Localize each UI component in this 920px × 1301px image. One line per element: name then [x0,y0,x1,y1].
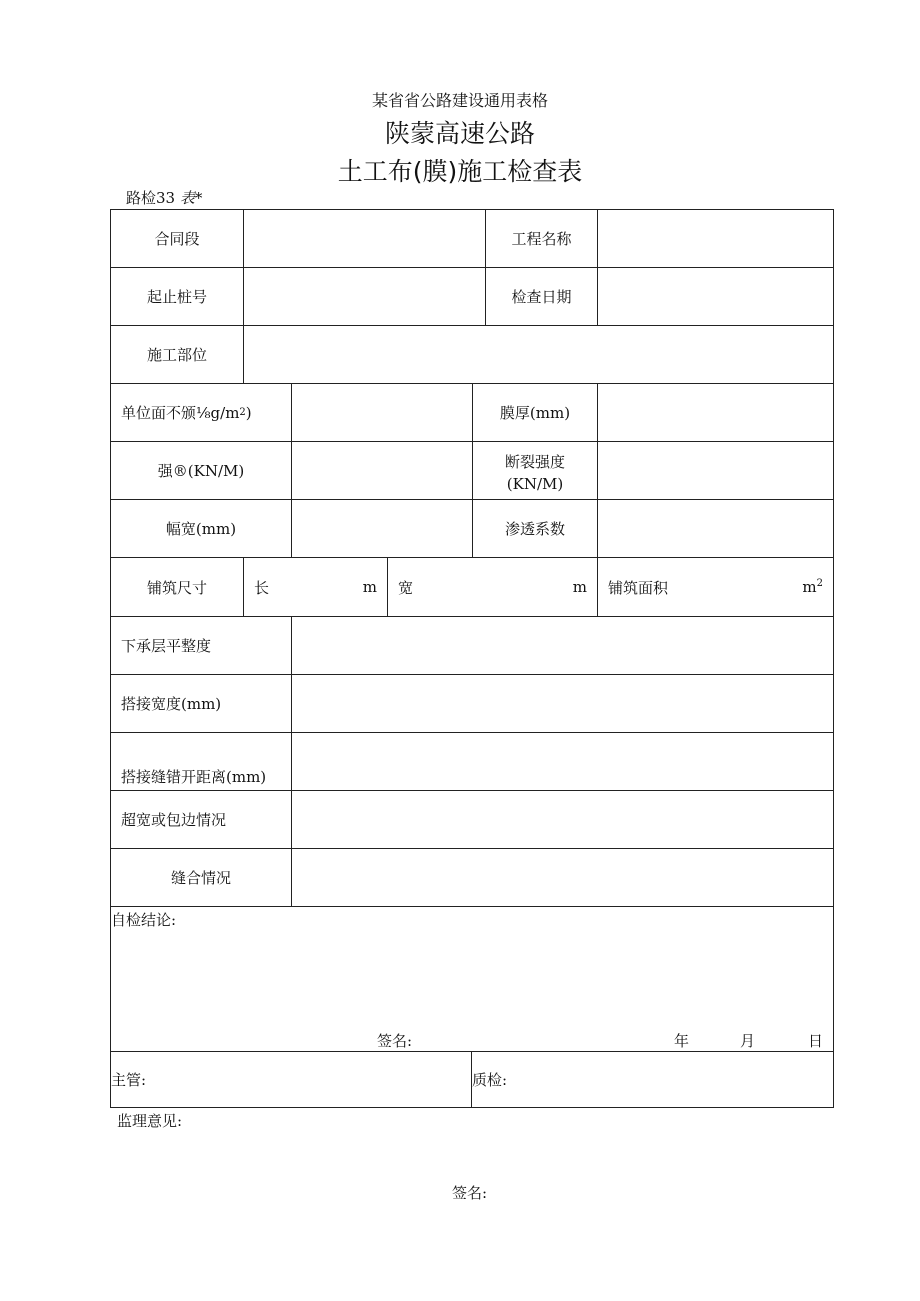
check-date-input[interactable] [597,267,834,326]
unit-area-mass-input[interactable] [291,383,473,442]
paving-area-unit: $m^2$ [802,578,823,596]
project-title: 陕蒙高速公路 [384,119,535,148]
contract-label: 合同段 [110,209,244,268]
qc-label: 质检: [472,1071,508,1089]
edge-wrap-label: 超宽或包边情况 [110,790,292,849]
flatness-input[interactable] [291,616,834,675]
project-name-input[interactable] [597,209,834,268]
qc-field[interactable] [471,1051,834,1108]
overlap-width-input[interactable] [291,674,834,733]
construction-part-input[interactable] [243,325,834,384]
length-unit: m [362,578,377,596]
seam-offset-input[interactable] [291,732,834,791]
supervisor-field[interactable] [110,1051,472,1108]
seam-status-input[interactable] [291,848,834,907]
break-strength-input[interactable] [597,441,834,500]
unit-area-mass-label: 单位面不颁⅛g/m 2 ) [110,383,292,442]
length-label: 长 [254,578,270,597]
year-label: 年 [674,1032,690,1050]
strength-label: 强®(KN/M) [110,441,292,500]
length-input[interactable] [243,557,388,617]
inspection-table [110,209,834,1107]
flatness-label: 下承层平整度 [110,616,292,675]
width-input[interactable] [291,499,473,558]
paving-area-label: 铺筑面积 [608,578,669,597]
month-label: 月 [740,1032,756,1050]
form-code: 路检33 表* [126,189,203,207]
permeability-input[interactable] [597,499,834,558]
self-check-label: 自检结论: [111,911,177,929]
day-label: 日 [808,1032,824,1050]
station-input[interactable] [243,267,486,326]
project-name-label: 工程名称 [485,209,598,268]
self-check-section[interactable] [110,906,834,1052]
supervisor-label: 主管: [111,1071,147,1089]
paving-area-input[interactable] [597,557,834,617]
form-supertitle: 某省省公路建设通用表格 [371,91,548,110]
supervision-sign-label: 签名: [452,1184,488,1202]
breadth-input[interactable] [387,557,598,617]
breadth-label: 宽 [398,578,414,597]
thickness-label: 膜厚(mm) [472,383,598,442]
station-label: 起止桩号 [110,267,244,326]
permeability-label: 渗透系数 [472,499,598,558]
seam-offset-label: 搭接缝错开距离(mm) [110,732,292,791]
seam-status-label: 缝合情况 [110,848,292,907]
thickness-input[interactable] [597,383,834,442]
check-date-label: 检查日期 [485,267,598,326]
contract-input[interactable] [243,209,486,268]
form-title: 土工布(膜)施工检查表 [337,157,583,186]
self-check-sign-label: 签名: [377,1032,413,1050]
break-strength-label: 断裂强度 (KN/M) [472,441,598,500]
supervision-opinion-label: 监理意见: [117,1112,183,1130]
breadth-unit: m [572,578,587,596]
edge-wrap-input[interactable] [291,790,834,849]
paving-size-label: 铺筑尺寸 [110,557,244,617]
overlap-width-label: 搭接宽度(mm) [110,674,292,733]
width-label: 幅宽(mm) [110,499,292,558]
strength-input[interactable] [291,441,473,500]
construction-part-label: 施工部位 [110,325,244,384]
